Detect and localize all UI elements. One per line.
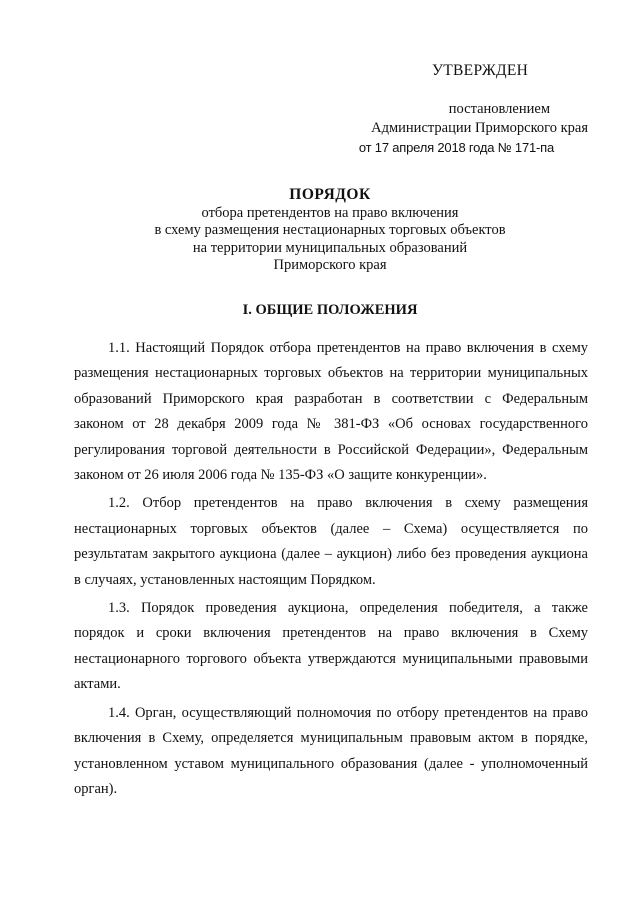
paragraph-1-4: 1.4. Орган, осуществляющий полномочия по отбору претендентов на право включения в Схему, определяется муниципальным правовым актом в порядке, установленном уставом муниципального образования (далее - уполномоченный орган). [74,704,588,797]
document-subtitle-line-1: отбора претендентов на право включения [201,204,459,221]
section-heading: I. ОБЩИЕ ПОЛОЖЕНИЯ [242,302,418,318]
approval-authority: Администрации Приморского края [371,120,588,136]
paragraph-1-3: 1.3. Порядок проведения аукциона, определения победителя, а также порядок и сроки включения претендентов на право включения в Схему нестационарного торгового объекта утверждаются муниципальными правовыми актами. [74,600,588,693]
paragraph-1-1: 1.1. Настоящий Порядок отбора претендентов на право включения в схему размещения нестационарных торговых объектов на территории муниципальных образований Приморского края разработан в соответствии с Федеральным законом от 28 декабря 2009 года № 381-ФЗ «Об основах государственного регулирования торговой деятельности в Российской Федерации», Федеральным законом от 26 июля 2006 года № 135-ФЗ «О защите конкуренции». [74,340,588,484]
approval-details [352,100,588,157]
paragraph-1-2: 1.2. Отбор претендентов на право включения в схему размещения нестационарных торговых объектов (далее – Схема) осуществляется по результатам закрытого аукциона (далее – аукцион) либо без проведения аукциона в случаях, установленных настоящим Порядком. [74,495,588,588]
approval-stamp-title: УТВЕРЖДЕН [432,62,529,79]
approval-resolution-label: постановлением [448,101,550,117]
document-subtitle-line-2: в схему размещения нестационарных торговых объектов [154,222,506,238]
document-title: ПОРЯДОК [289,186,371,203]
section-body [74,336,588,805]
document-title-block [80,186,580,275]
document-subtitle-line-4: Приморского края [273,257,387,273]
approval-date-number: от 17 апреля 2018 года № 171-па [358,140,554,155]
document-subtitle-line-3: на территории муниципальных образований [192,239,468,256]
